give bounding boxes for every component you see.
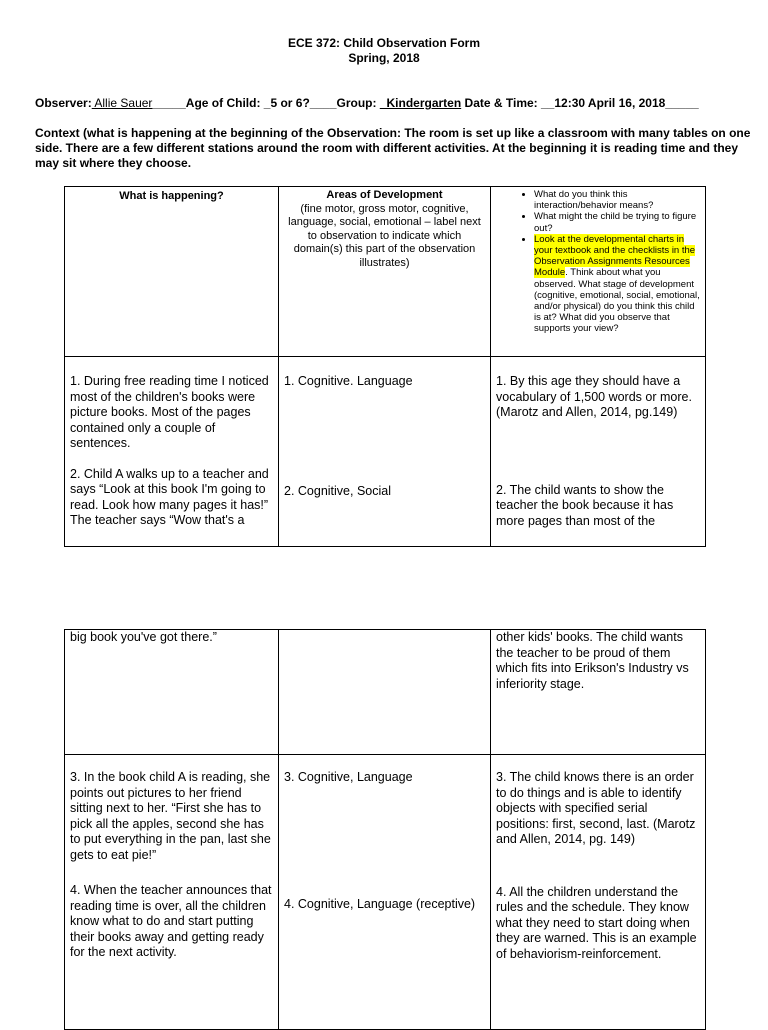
group-label: Group:	[336, 96, 380, 110]
observation-cell	[65, 357, 279, 547]
area-3: 3. Cognitive, Language	[284, 770, 413, 784]
observation-1: 1. During free reading time I noticed most of the children's books were picture books. Most of the pages contained only a couple of sentences.	[70, 374, 269, 450]
table-row	[65, 357, 706, 547]
observer-info-line	[35, 96, 755, 110]
question-item	[534, 234, 700, 335]
table-row	[65, 755, 706, 1030]
term-title: Spring, 2018	[348, 51, 420, 65]
course-title: ECE 372: Child Observation Form	[287, 36, 481, 50]
interpretation-2-end: other kids' books. The child wants the teacher to be proud of them which fits into Erikson's Industry vs inferiority stage.	[496, 630, 689, 691]
observation-2-end: big book you've got there.”	[70, 630, 217, 644]
observation-2-continued: The teacher says “Wow that's a	[70, 513, 245, 527]
header-areas-of-development	[279, 187, 491, 357]
interpretation-4: 4. All the children understand the rules and the schedule. They know what they need to start doing when they are warned. This is an example of behaviorism-reinforcement.	[496, 884, 697, 961]
datetime-label: Date & Time:	[461, 96, 541, 110]
age-label: Age of Child:	[185, 96, 264, 110]
header-questions	[491, 187, 706, 357]
area-cell	[279, 755, 491, 1030]
observer-label: Observer:	[35, 96, 92, 110]
observation-4: 4. When the teacher announces that reading time is over, all the children know what to do and start putting their books away and getting ready for the next activity.	[70, 883, 272, 959]
interpretation-3: 3. The child knows there is an order to do things and is able to identify objects with specified serial positions: first, second, last. (Marotz and Allen, 2014, pg. 149)	[496, 770, 696, 846]
header-what-is-happening: What is happening?	[65, 187, 279, 357]
observation-table-page2	[64, 629, 706, 1030]
highlighted-text: Look at the developmental charts in your textbook and the checklists in the Observation Assignments Resources Module	[534, 233, 696, 279]
datetime-value: __12:30 April 16, 2018_____	[541, 96, 699, 110]
age-value: _5 or 6?____	[263, 96, 337, 110]
area-cell	[279, 630, 491, 755]
interpretation-cell	[491, 630, 706, 755]
interpretation-cell	[491, 755, 706, 1030]
observer-value: Allie Sauer	[91, 96, 153, 110]
observation-3: 3. In the book child A is reading, she points out pictures to her friend sitting next to her. “First she has to pick all the apples, second she has to put everything in the pan, last she gets to eat pie!”	[70, 770, 271, 862]
table-row	[65, 630, 706, 755]
interpretation-cell	[491, 357, 706, 547]
group-value: _Kindergarten	[379, 96, 462, 110]
area-2: 2. Cognitive, Social	[284, 483, 392, 498]
area-1: 1. Cognitive. Language	[284, 374, 413, 388]
question-text: . Think about what you observed. What stage of development (cognitive, emotional, social, emotional, and/or physical) do you think this child is at? What did you observe that supports your view?	[534, 267, 700, 335]
observation-cell	[65, 755, 279, 1030]
table-header-row	[65, 187, 706, 357]
area-cell	[279, 357, 491, 547]
observation-cell	[65, 630, 279, 755]
area-4: 4. Cognitive, Language (receptive)	[284, 896, 476, 911]
context-paragraph: Context (what is happening at the beginning of the Observation: The room is set up like a classroom with many tables on one side. There are a few different stations around the room with different activities. At the beginning it is reading time and they may sit where they choose.	[35, 126, 751, 170]
observer-trail: _____	[152, 96, 186, 110]
questions-list	[496, 189, 700, 335]
observation-2: 2. Child A walks up to a teacher and says “Look at this book I'm going to read. Look how many pages it has!”	[70, 466, 269, 512]
observation-table-page1	[64, 186, 706, 547]
interpretation-2: 2. The child wants to show the teacher the book because it has more pages than most of the	[496, 482, 674, 528]
areas-description: (fine motor, gross motor, cognitive, language, social, emotional – label next to observation to indicate which domain(s) this part of the observation illustrates)	[288, 202, 481, 269]
question-item: • What might the child be trying to figure out?	[534, 211, 700, 233]
interpretation-1: 1. By this age they should have a vocabulary of 1,500 words or more. (Marotz and Allen, 2014, pg.149)	[496, 374, 692, 419]
areas-title: Areas of Development	[326, 189, 443, 201]
question-item: • What do you think this interaction/behavior means?	[534, 189, 700, 211]
